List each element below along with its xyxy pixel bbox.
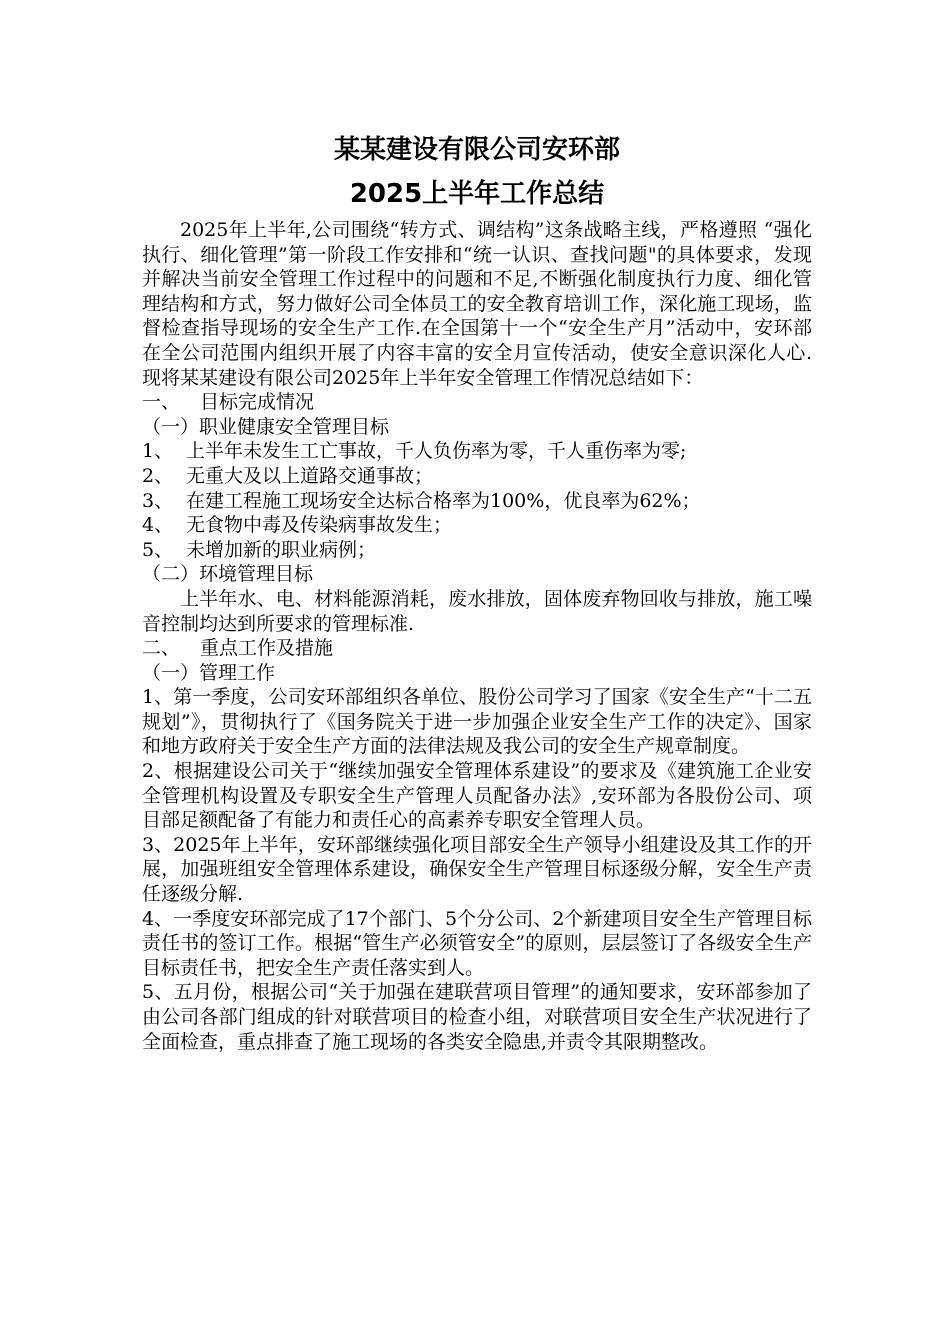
list-item xyxy=(142,513,812,538)
document-subtitle: 2025上半年工作总结 xyxy=(349,179,605,209)
document-title: 某某建设有限公司安环部 xyxy=(333,135,620,165)
list-number: 5、 xyxy=(142,538,174,561)
section-title: 重点工作及措施 xyxy=(200,637,334,660)
list-text: 无重大及以上道路交通事故； xyxy=(186,464,434,487)
document-body xyxy=(142,218,812,1054)
work-item-paragraph: 1、第一季度，公司安环部组织各单位、股份公司学习了国家《安全生产“十二五规划”》，贯彻执行了《国务院关于进一步加强企业安全生产工作的决定》、国家和地方政府关于安全生产方面的法律法规及我公司的安全生产规章制度。 xyxy=(142,686,812,758)
subsection-heading: （一）管理工作 xyxy=(142,661,276,684)
list-number: 1、 xyxy=(142,440,174,463)
list-text: 上半年未发生工亡事故，千人负伤率为零，千人重伤率为零; xyxy=(186,440,687,463)
subsection-heading: （二）环境管理目标 xyxy=(142,563,314,586)
document-page xyxy=(142,128,812,1054)
subsection-heading: （一）职业健康安全管理目标 xyxy=(142,415,390,438)
work-item-paragraph: 3、2025年上半年，安环部继续强化项目部安全生产领导小组建设及其工作的开展，加强班组安全管理体系建设，确保安全生产管理目标逐级分解，安全生产责任逐级分解. xyxy=(142,833,812,906)
intro-paragraph: 2025年上半年,公司围绕“转方式、调结构”这条战略主线，严格遵照 “强化执行、细化管理”第一阶段工作安排和“统一认识、查找问题"的具体要求，发现并解决当前安全管理工作过程中的问题和不足,不断强化制度执行力度、细化管理结构和方式，努力做好公司全体员工的安全教育培训工作，深化施工现场，监督检查指导现场的安全生产工作.在全国第十一个“安全生产月”活动中，安环部在全公司范围内组织开展了内容丰富的安全月宣传活动，使安全意识深化人心.现将某某建设有限公司2025年上半年安全管理工作情况总结如下： xyxy=(142,219,812,389)
section-number: 一、 xyxy=(142,391,181,414)
environment-paragraph: 上半年水、电、材料能源消耗，废水排放，固体废弃物回收与排放，施工噪音控制均达到所要求的管理标准. xyxy=(142,587,812,635)
section-number: 二、 xyxy=(142,637,181,660)
list-number: 4、 xyxy=(142,514,174,537)
work-item-paragraph: 5、五月份，根据公司“关于加强在建联营项目管理”的通知要求，安环部参加了由公司各部门组成的针对联营项目的检查小组，对联营项目安全生产状况进行了全面检查，重点排查了施工现场的各类安全隐患,并责令其限期整改。 xyxy=(142,981,812,1053)
list-item xyxy=(142,464,812,489)
section-heading xyxy=(142,636,812,661)
section-heading xyxy=(142,390,812,415)
list-number: 2、 xyxy=(142,464,174,487)
list-text: 在建工程施工现场安全达标合格率为100%，优良率为62%； xyxy=(186,489,701,512)
list-item xyxy=(142,439,812,464)
work-item-paragraph: 2、根据建设公司关于“继续加强安全管理体系建设”的要求及《建筑施工企业安全管理机构设置及专职安全生产管理人员配备办法》,安环部为各股份公司、项目部足额配备了有能力和责任心的高素养专职安全管理人员。 xyxy=(142,760,812,832)
list-item xyxy=(142,489,812,514)
work-item-paragraph: 4、一季度安环部完成了17个部门、5个分公司、2个新建项目安全生产管理目标责任书的签订工作。根据“管生产必须管安全”的原则，层层签订了各级安全生产目标责任书，把安全生产责任落实到人。 xyxy=(142,907,812,979)
list-text: 无食物中毒及传染病事故发生； xyxy=(186,514,453,537)
list-item xyxy=(142,538,812,563)
section-title: 目标完成情况 xyxy=(200,391,315,414)
list-number: 3、 xyxy=(142,489,174,512)
list-text: 未增加新的职业病例； xyxy=(186,538,377,561)
